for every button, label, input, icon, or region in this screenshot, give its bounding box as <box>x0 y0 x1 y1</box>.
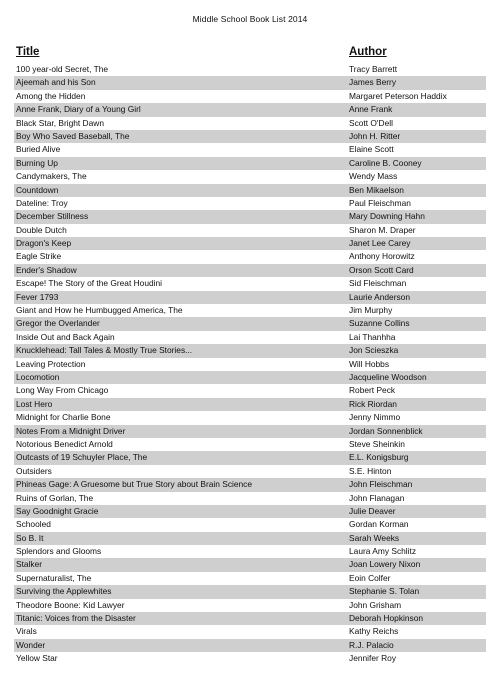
table-row <box>14 465 486 478</box>
table-row <box>14 170 486 183</box>
book-author: Jacqueline Woodson <box>349 371 427 382</box>
book-author: Stephanie S. Tolan <box>349 586 420 597</box>
book-title: Titanic: Voices from the Disaster <box>16 613 136 624</box>
table-row <box>14 90 486 103</box>
table-row <box>14 478 486 491</box>
book-author: Margaret Peterson Haddix <box>349 90 447 101</box>
column-header-author: Author <box>349 46 387 58</box>
book-author: Anthony Horowitz <box>349 251 415 262</box>
book-title: Virals <box>16 626 37 637</box>
book-title: Ender's Shadow <box>16 264 77 275</box>
book-author: John Fleischman <box>349 479 413 490</box>
table-header <box>14 46 486 60</box>
book-title: Notes From a Midnight Driver <box>16 425 126 436</box>
table-row <box>14 451 486 464</box>
book-title: Countdown <box>16 184 59 195</box>
column-header-title: Title <box>16 46 40 58</box>
book-author: Ben Mikaelson <box>349 184 404 195</box>
book-title: Wonder <box>16 639 46 650</box>
table-row <box>14 652 486 665</box>
table-row <box>14 237 486 250</box>
book-author: Rick Riordan <box>349 398 397 409</box>
book-title: Midnight for Charlie Bone <box>16 412 111 423</box>
table-row <box>14 545 486 558</box>
book-title: Surviving the Applewhites <box>16 586 112 597</box>
book-author: Jim Murphy <box>349 305 393 316</box>
book-author: Eoin Colfer <box>349 572 391 583</box>
book-title: Burning Up <box>16 157 58 168</box>
book-author: Tracy Barrett <box>349 64 398 74</box>
book-title: Buried Alive <box>16 144 61 155</box>
table-row <box>14 358 486 371</box>
table-row <box>14 117 486 130</box>
table-row <box>14 250 486 263</box>
table-row <box>14 63 486 76</box>
book-author: Suzanne Collins <box>349 318 410 329</box>
table-row <box>14 532 486 545</box>
book-author: Sarah Weeks <box>349 532 400 543</box>
book-author: Jenny Nimmo <box>349 412 401 423</box>
book-author: Jon Scieszka <box>349 345 399 356</box>
book-title: Stalker <box>16 559 43 570</box>
book-author: Sid Fleischman <box>349 278 407 289</box>
book-author: Caroline B. Cooney <box>349 157 422 168</box>
book-author: Janet Lee Carey <box>349 238 411 249</box>
page-title: Middle School Book List 2014 <box>192 14 308 24</box>
table-row <box>14 184 486 197</box>
book-author: Robert Peck <box>349 385 396 396</box>
book-title: Among the Hidden <box>16 90 86 101</box>
book-author: Gordan Korman <box>349 519 409 530</box>
table-row <box>14 639 486 652</box>
table-row <box>14 505 486 518</box>
book-title: Inside Out and Back Again <box>16 331 115 342</box>
book-title: Black Star, Bright Dawn <box>16 117 104 128</box>
book-author: Wendy Mass <box>349 171 398 182</box>
book-title: Schooled <box>16 519 51 530</box>
book-author: Scott O'Dell <box>349 117 393 128</box>
table-row <box>14 612 486 625</box>
book-author: Julie Deaver <box>349 505 396 516</box>
table-row <box>14 143 486 156</box>
table-row <box>14 384 486 397</box>
table-row <box>14 197 486 210</box>
book-title: Candymakers, The <box>16 171 87 182</box>
book-author: Joan Lowery Nixon <box>349 559 421 570</box>
book-author: Anne Frank <box>349 104 393 115</box>
book-list <box>14 63 486 666</box>
book-title: Ajeemah and his Son <box>16 77 96 88</box>
table-row <box>14 411 486 424</box>
book-author: Deborah Hopkinson <box>349 613 424 624</box>
book-title: Long Way From Chicago <box>16 385 109 396</box>
table-row <box>14 438 486 451</box>
book-author: E.L. Konigsburg <box>349 452 409 463</box>
table-row <box>14 130 486 143</box>
book-title: So B. It <box>16 532 44 543</box>
book-author: Steve Sheinkin <box>349 438 405 449</box>
book-author: Lai Thanhha <box>349 331 396 342</box>
table-row <box>14 210 486 223</box>
book-author: Jennifer Roy <box>349 653 397 664</box>
book-title: December Stillness <box>16 211 89 222</box>
book-author: John H. Ritter <box>349 130 401 141</box>
table-row <box>14 331 486 344</box>
book-author: Laura Amy Schlitz <box>349 546 417 557</box>
book-title: Dateline: Troy <box>16 197 68 208</box>
book-title: Ruins of Gorlan, The <box>16 492 94 503</box>
table-row <box>14 224 486 237</box>
book-title: Yellow Star <box>16 653 58 664</box>
book-author: Kathy Reichs <box>349 626 399 637</box>
table-row <box>14 599 486 612</box>
book-title: Theodore Boone: Kid Lawyer <box>16 599 125 610</box>
table-row <box>14 264 486 277</box>
table-row <box>14 344 486 357</box>
table-row <box>14 277 486 290</box>
book-author: James Berry <box>349 77 397 88</box>
book-title: Outcasts of 19 Schuyler Place, The <box>16 452 148 463</box>
table-row <box>14 558 486 571</box>
table-row <box>14 371 486 384</box>
table-row <box>14 572 486 585</box>
book-title: 100 year-old Secret, The <box>16 64 109 74</box>
book-author: John Flanagan <box>349 492 405 503</box>
book-author: R.J. Palacio <box>349 639 394 650</box>
book-author: Sharon M. Draper <box>349 224 416 235</box>
book-author: Orson Scott Card <box>349 264 414 275</box>
book-title: Giant and How he Humbugged America, The <box>16 305 183 316</box>
book-title: Boy Who Saved Baseball, The <box>16 130 130 141</box>
book-title: Outsiders <box>16 465 52 476</box>
table-row <box>14 76 486 89</box>
table-row <box>14 291 486 304</box>
book-author: Jordan Sonnenblick <box>349 425 423 436</box>
table-row <box>14 518 486 531</box>
book-title: Anne Frank, Diary of a Young Girl <box>16 104 141 115</box>
table-row <box>14 398 486 411</box>
book-title: Lost Hero <box>16 398 53 409</box>
table-row <box>14 625 486 638</box>
book-title: Notorious Benedict Arnold <box>16 438 113 449</box>
book-title: Eagle Strike <box>16 251 62 262</box>
book-title: Dragon's Keep <box>16 238 72 249</box>
book-author: Paul Fleischman <box>349 197 411 208</box>
book-title: Double Dutch <box>16 224 67 235</box>
book-author: John Grisham <box>349 599 402 610</box>
book-author: Mary Downing Hahn <box>349 211 425 222</box>
table-row <box>14 585 486 598</box>
table-row <box>14 317 486 330</box>
table-row <box>14 103 486 116</box>
book-author: S.E. Hinton <box>349 465 392 476</box>
table-row <box>14 304 486 317</box>
book-author: Elaine Scott <box>349 144 394 155</box>
book-author: Will Hobbs <box>349 358 390 369</box>
book-author: Laurie Anderson <box>349 291 410 302</box>
book-title: Splendors and Glooms <box>16 546 102 557</box>
book-title: Knucklehead: Tall Tales & Mostly True Stories... <box>16 345 193 356</box>
book-title: Fever 1793 <box>16 291 59 302</box>
book-title: Locomotion <box>16 371 60 382</box>
table-row <box>14 492 486 505</box>
book-title: Phineas Gage: A Gruesome but True Story about Brain Science <box>16 479 253 490</box>
table-row <box>14 157 486 170</box>
table-row <box>14 425 486 438</box>
book-title: Escape! The Story of the Great Houdini <box>16 278 163 289</box>
book-title: Supernaturalist, The <box>16 572 92 583</box>
book-title: Gregor the Overlander <box>16 318 100 329</box>
book-title: Say Goodnight Gracie <box>16 505 99 516</box>
book-title: Leaving Protection <box>16 358 86 369</box>
